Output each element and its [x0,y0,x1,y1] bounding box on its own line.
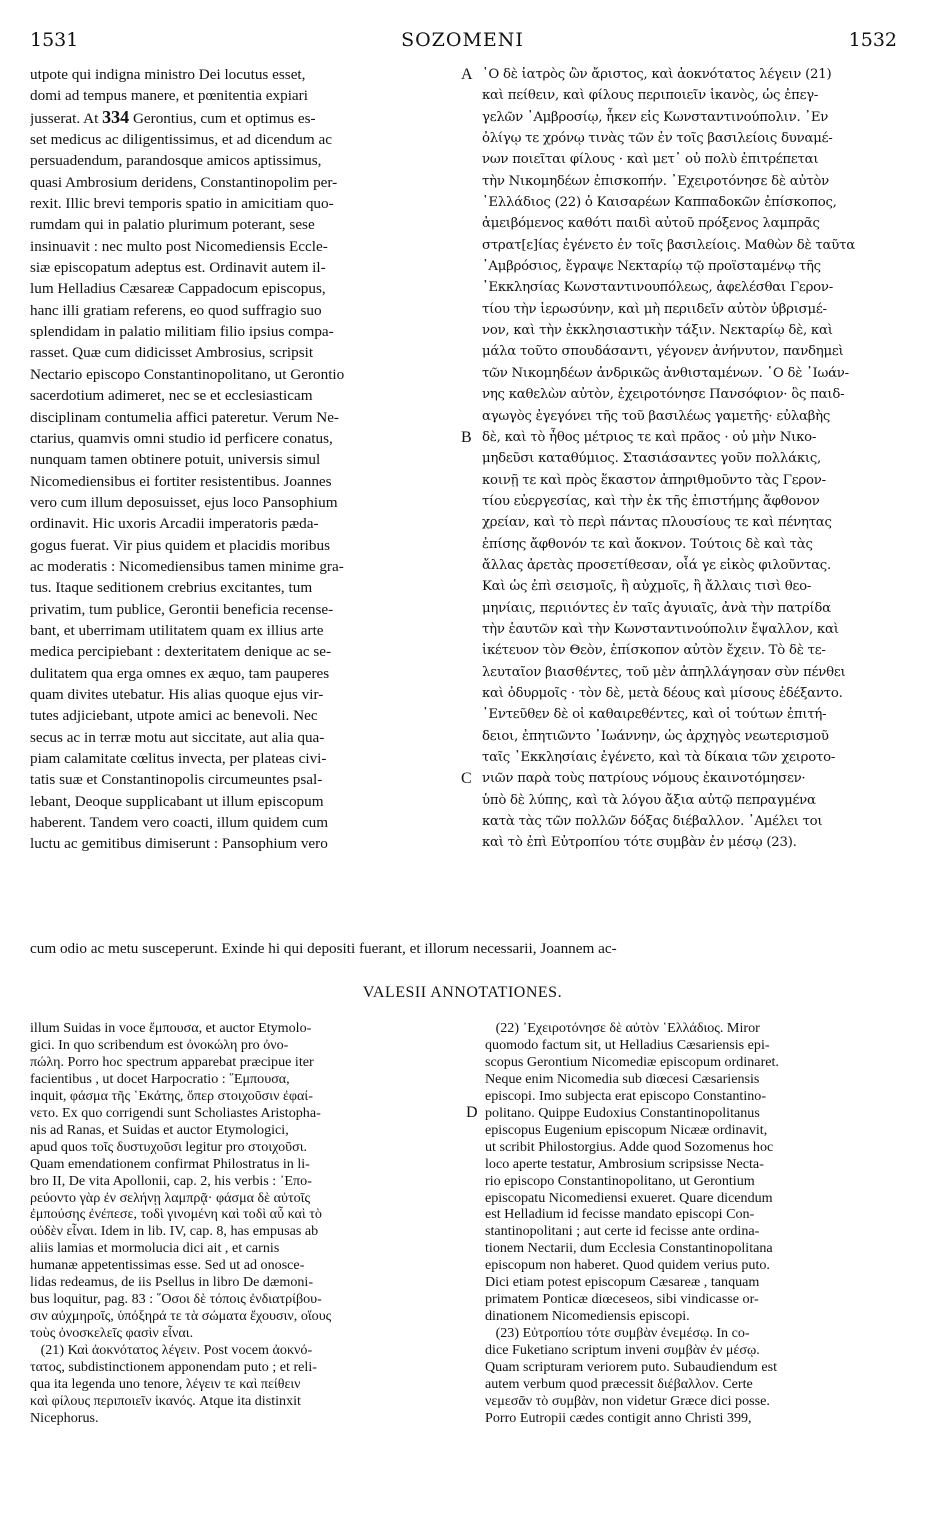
annotation-line: dinationem Nicomediensis episcopi. [485,1308,690,1325]
greek-text-line: ταῖς ᾿Εκκλησίαις ἐγένετο, καὶ τὰ δίκαια τῶν χειροτο- [482,750,836,765]
latin-text-line: medica percipiebant : dexteritatem denique ac se- [30,643,332,661]
annotation-line: episcopum non haberet. Quod quidem verius puto. [485,1257,770,1274]
greek-text-line: ᾿Εκκλησίας Κωνσταντινουπόλεως, ἀφελέσθαι Γερον- [482,280,833,296]
annotation-line: facientibus , ut docet Harpocratio : ῞Εμπουσα, [30,1070,290,1087]
greek-text-line: μηνίαις, περιιόντες ἐν ταῖς ἀγυιαῖς, ἀνὰ τὴν πατρίδα [482,600,831,616]
full-width-text-line: cum odio ac metu susceperunt. Exinde hi qui depositi fuerant, et illorum necessarii, Joannem ac- [30,940,617,957]
greek-text-line: ἄλλας ἀρετὰς προσετίθεσαν, οἷά γε εἰκὸς φιλοῦντας. [482,557,831,573]
latin-text-line: secus ac in terræ motu aut siccitate, aut alia qua- [30,728,325,746]
annotation-line: inquit, φάσμα τῆς ῾Εκάτης, ὅπερ στοιχοῦσιν ἐφαί- [30,1087,313,1104]
latin-text-line: rasset. Quæ cum didicisset Ambrosius, scripsit [30,344,314,362]
annotation-line: primatem Ponticæ diœceseos, sibi vindicasse or- [485,1291,759,1308]
annotation-line: Porro Eutropii cædes contigit anno Christi 399, [485,1409,752,1426]
annotation-line: νετο. Ex quo corrigendi sunt Scholiastes Aristopha- [30,1104,321,1121]
annotation-line: est Helladium id fecisse mandato episcopi Con- [485,1206,755,1223]
annotation-line: rio episcopo Constantinopolitano, ut Gerontium [485,1172,755,1189]
annotation-line: καὶ φίλους περιποιεῖν ἱκανός. Atque ita distinxit [30,1392,301,1409]
annotation-line: tionem Nectarii, dum Ecclesia Constantinopolitana [485,1240,773,1257]
annotation-line: humanæ appetentissimas esse. Sed ut ad onosce- [30,1257,305,1274]
annotation-line: (23) Εὐτροπίου τότε συμβὰν ἐνεμέσῳ. In co- [485,1325,750,1342]
annotation-line: bro II, De vita Apollonii, cap. 2, his verbis : ᾿Επο- [30,1172,312,1189]
latin-text-line: Gerontius, cum et optimus es- [129,109,316,127]
annotation-line: episcopatu Nicomediensi exueret. Quare dicendum [485,1189,773,1206]
latin-text-line: persuadendum, parandosque amicos aptissimus, [30,152,322,170]
greek-text-line: καὶ πείθειν, καὶ φίλους περιποιεῖν ἱκανὸς, ὡς ἐπεγ- [482,88,819,104]
latin-text-line: piam calamitate cœlitus invecta, per plateas civi- [30,750,327,767]
latin-text-line: siæ episcopatum adeptus est. Ordinavit autem il- [30,259,326,277]
annotation-line: σιν αὐχμηροῖς, ὑπόξηρά τε τὰ σώματα ἔχουσιν, οἵους [30,1308,332,1325]
latin-text-line: ac moderatis : Nicomediensibus tamen minime gra- [30,557,344,575]
greek-text-line: ὑπὸ δὲ λύπης, καὶ τὰ λόγου ἄξια αὐτῷ πεπραγμένα [482,792,816,808]
greek-text-column [482,64,902,939]
latin-text-line: quam divites utebatur. His alias quoque ejus vir- [30,685,324,703]
margin-letter-b: B [461,429,472,446]
annotation-line: πώλη. Porro hoc spectrum apparebat præcipue iter [30,1053,314,1070]
annotation-line: ut scribit Philostorgius. Adde quod Sozomenus hoc [485,1138,774,1155]
latin-text-line: vero cum illum deposuisset, ejus loco Pansophium [30,493,338,511]
greek-text-line: μηδεῦσι καταθύμιος. Στασιάσαντες γοῦν πολλάκις, [482,451,822,467]
latin-text-line: luctu ac gemitibus dimiserunt : Pansophium vero [30,835,328,853]
annotation-line: bus loquitur, pag. 83 : ῞Οσοι δὲ τόποις ἐνδιατρίβου- [30,1291,322,1308]
annotation-line: (22) ᾿Εχειροτόνησε δὲ αὐτὸν ῾Ελλάδιος. Miror [485,1020,760,1036]
latin-text-line: rumdam qui in palatio plurimum poterant, sese [30,216,315,234]
latin-text-line: disciplinam contumelia affici pateretur. Verum Ne- [30,408,339,426]
annotation-line: politano. Quippe Eudoxius Constantinopolitanus [485,1104,760,1121]
annotation-line: dice Fuketiano scriptum inveni συμβὰν ἐν μέσῳ. [485,1342,760,1359]
latin-text-line: bant, et uberrimam utilitatem quam ex illius arte [30,621,324,639]
inline-page-reference: 334 [102,106,130,127]
annotation-line: (21) Καὶ ἀοκνότατος λέγειν. Post vocem ἀοκνό- [30,1342,313,1359]
annotation-line: illum Suidas in voce ἔμπουσα, et auctor Etymolo- [30,1020,312,1036]
annotations-right-column [485,1020,905,1500]
latin-text-line: gogus fuerat. Vir pius quidem et placidis moribus [30,536,330,554]
greek-text-line: ὀλίγῳ τε χρόνῳ τινὰς τῶν ἐν τοῖς βασιλείοις δυναμέ- [482,131,833,147]
annotation-line: lidas redeamus, de iis Psellus in libro De dæmoni- [30,1274,314,1291]
annotation-line: gici. In quo scribendum est ὀνοκώλη pro ὀνο- [30,1036,289,1053]
annotation-line: Quam emendationem confirmat Philostratus in li- [30,1155,310,1172]
greek-text-line: στρατ[ε]ίας ἐγένετο ἐν τοῖς βασιλείοις. Μαθὼν δὲ ταῦτα [482,237,855,253]
latin-text-line: jusserat. At [30,109,103,127]
latin-text-line: privatim, tum publice, Gerontii beneficia recense- [30,600,334,618]
margin-letter-a: A [461,66,473,83]
annotation-line: Nicephorus. [30,1409,99,1426]
greek-text-line: τὴν ἑαυτῶν καὶ τὴν Κωνσταντινούπολιν ἔψαλλον, καὶ [482,621,839,637]
greek-text-line: τῶν Νικομηδέων ἀνδρικῶς ἀνθισταμένων. ῾Ο δὲ ᾿Ιωάν- [482,365,849,381]
annotation-line: aliis lamias et mormolucia dici ait , et carnis [30,1240,280,1257]
latin-text-line: insinuavit : nec multo post Nicomediensis Eccle- [30,237,328,255]
annotations-left-column [30,1020,455,1500]
greek-text-line: νιῶν παρὰ τοὺς πατρίους νόμους ἐκαινοτόμησεν· [482,771,806,787]
annotation-line: Neque enim Nicomedia sub diœcesi Cæsariensis [485,1070,760,1087]
latin-text-line: Nicomediensibus ei fortiter resistentibus. Joannes [30,472,332,490]
annotation-line: ρεύοντο γὰρ ἐν σελήνῃ λαμπρᾷ· φάσμα δὲ αὐτοῖς [30,1189,311,1206]
annotation-line: νεμεσᾶν τὸ συμβὰν, non videtur Græce dici posse. [485,1392,770,1409]
greek-text-line: ἀμειβόμενος καθότι παιδὶ αὐτοῦ πρόξενος λαμπρᾶς [482,216,820,232]
greek-text-line: τίου εὐεργεσίας, καὶ τὴν ἐκ τῆς ἐπιστήμης ἄφθονον [482,493,820,509]
annotation-line: autem verbum quod præcessit διέβαλλον. Certe [485,1376,753,1393]
latin-text-line: tutes adjiciebant, utpote amici ac benevoli. Nec [30,707,318,725]
greek-text-line: ᾿Αμβρόσιος, ἔγραψε Νεκταρίῳ τῷ προϊσταμένῳ τῆς [482,259,821,275]
latin-translation-column [30,64,460,999]
greek-text-line: ᾿Εντεῦθεν δὲ οἱ καθαιρεθέντες, καὶ οἱ τούτων ἐπιτή- [482,707,827,723]
annotation-line: loco aperte testatur, Ambrosium scripsisse Necta- [485,1155,764,1172]
latin-text-line: haberent. Tandem vero coacti, illum quidem cum [30,814,329,832]
greek-text-line: αγωγὸς ἐγεγόνει τῆς τοῦ βασιλέως γαμετῆς· εὐλαβὴς [482,408,831,424]
annotation-line: episcopus Eugenium episcopum Nicææ ordinavit, [485,1121,768,1138]
running-header [0,28,925,52]
annotation-line: οὐδὲν εἶναι. Idem in lib. IV, cap. 8, has empusas ab [30,1223,319,1240]
annotation-line: apud quos τοῖς δυστυχοῦσι legitur pro στοιχοῦσι. [30,1138,308,1155]
latin-text-line: Nectario episcopo Constantinopolitano, ut Gerontio [30,365,345,383]
latin-text-line: ctarius, quamvis omni studio id perficere conatus, [30,429,333,447]
latin-text-line: tus. Itaque seditionem crebrius excitantes, tum [30,579,313,597]
greek-text-line: κοινῇ τε καὶ πρὸς ἕκαστον ἀπηριθμοῦντο τὰς Γερον- [482,472,826,488]
margin-letter-c: C [461,770,472,787]
greek-text-line: τὴν Νικομηδέων ἐπισκοπήν. ᾿Εχειροτόνησε δὲ αὐτὸν [482,173,829,189]
greek-text-line: ῾Ο δὲ ἰατρὸς ὢν ἄριστος, καὶ ἀοκνότατος λέγειν (21) [482,67,832,82]
greek-text-line: χρείαν, καὶ τὸ περὶ πάντας πλουσίους τε καὶ πένητας [482,515,832,531]
greek-text-line: γελῶν ᾿Αμβροσίῳ, ἧκεν εἰς Κωνσταντινούπολιν. ᾿Εν [482,109,829,125]
latin-text-line: sacerdotium adimeret, nec se et ecclesiasticam [30,387,313,405]
latin-text-line: splendidam in palatio militiam filio ipsius compa- [30,323,334,341]
running-title: SOZOMENI [401,29,524,51]
annotation-line: nis ad Ranas, et Suidas et auctor Etymologici, [30,1121,289,1138]
greek-text-line: λευταῖον βιασθέντες, τοῦ μὲν ἀπηλλάγησαν σὺν πένθει [482,664,846,680]
annotation-line: ἐμπούσης ἐνέπεσε, τοδὶ γινομένη καὶ τοδὶ αὖ καὶ τὸ [30,1206,322,1223]
greek-text-line: νον, καὶ τὴν ἐκκλησιαστικὴν τάξιν. Νεκταρίῳ δὲ, καὶ [482,323,833,339]
latin-text-body [30,131,344,852]
annotations-title: VALESII ANNOTATIONES. [362,984,563,1001]
greek-text-line: δὲ, καὶ τὸ ἦθος μέτριος τε καὶ πρᾶος · οὐ μὴν Νικο- [482,429,817,445]
latin-text-line: set medicus ac diligentissimus, et ad dicendum ac [30,131,332,149]
latin-text-line: quasi Ambrosium deridens, Constantinopolim per- [30,173,338,191]
annotation-line: quomodo factum sit, ut Helladius Cæsariensis epi- [485,1036,770,1053]
greek-text-line: Καὶ ὡς ἐπὶ σεισμοῖς, ἢ αὐχμοῖς, ἢ ἄλλαις τισὶ θεο- [482,579,812,595]
greek-text-line: κατὰ τὰς τῶν πολλῶν δόξας διέβαλλον. ᾿Αμέλει τοι [482,814,823,830]
right-page-number: 1532 [848,29,897,51]
latin-text-line: nunquam tamen obtinere potuit, universis simul [30,451,321,469]
greek-text-line: τίου τὴν ἱερωσύνην, καὶ μὴ περιιδεῖν αὐτὸν ὑβρισμέ- [482,301,827,317]
greek-text-line: ἱκέτευον τὸν Θεὸν, ἐπίσκοπον αὐτὸν ἔχειν. Τὸ δὲ τε- [482,643,826,659]
latin-text-line: utpote qui indigna ministro Dei locutus esset, [30,66,306,83]
greek-text-line: ἐπίσης ἄφθονόν τε καὶ ἄοκνον. Τούτοις δὲ καὶ τὰς [482,536,813,552]
annotation-line: τοὺς ὀνοσκελεῖς φασὶν εἶναι. [30,1325,194,1342]
latin-text-line: dulitatem qua erga omnes ex æquo, tam pauperes [30,664,330,682]
latin-text-line: ordinavit. Hic uxoris Arcadii imperatoris pæda- [30,515,319,533]
annotation-line: scopus Gerontium Nicomediæ episcopum ordinaret. [485,1053,779,1070]
greek-text-line: καὶ τὸ ἐπὶ Εὐτροπίου τότε συμβὰν ἐν μέσῳ (23). [482,835,797,851]
annotation-line: stantinopolitani ; aut certe id fecisse ante ordina- [485,1223,760,1240]
latin-text-line: lebant, Deoque supplicabant ut illum episcopum [30,792,324,810]
latin-text-line: lum Helladius Cæsareæ Cappadocum episcopus, [30,280,326,298]
latin-text-line: domi ad tempus manere, et pœnitentia expiari [30,87,308,105]
annotation-line: Quam scripturam veriorem puto. Subaudiendum est [485,1359,777,1376]
greek-text-line: ῾Ελλάδιος (22) ὁ Καισαρέων Καππαδοκῶν ἐπίσκοπος, [482,195,837,211]
latin-text-line: hanc illi gratiam referens, eo quod suffragio suo [30,301,322,319]
greek-text-line: μάλα τοῦτο σπουδάσαντι, γέγονεν ἀνήνυτον, πανδημεὶ [482,344,844,360]
annotation-line: episcopi. Imo subjecta erat episcopo Constantino- [485,1087,767,1104]
annotation-line: qua ita legenda uno tenore, λέγειν τε καὶ πείθειν [30,1376,301,1393]
greek-text-line: νης καθελὼν αὐτὸν, ἐχειροτόνησε Πανσόφιον· ὃς παιδ- [482,387,845,403]
annotation-line: τατος, subdistinctionem apponendam puto ; et reli- [30,1359,317,1376]
left-page-number: 1531 [30,29,79,51]
greek-text-line: καὶ ὀδυρμοῖς · τὸν δὲ, μετὰ δέους καὶ μίσους ἐδέξαντο. [482,685,843,701]
annotation-line: Dici etiam potest episcopum Cæsareæ , tanquam [485,1274,760,1291]
greek-text-line: νων ποιεῖται φίλους · καὶ μετ᾿ οὐ πολὺ ἐπιτρέπεται [482,152,819,168]
margin-letter-d: D [466,1104,478,1121]
latin-text-line: tatis suæ et Constantinopolis circumeuntes psal- [30,771,323,789]
latin-text-line: rexit. Illic brevi temporis spatio in amicitiam quo- [30,195,334,213]
greek-text-line: δειοι, ἐπητιῶντο ᾿Ιωάννην, ὡς ἀρχηγὸς νεωτερισμοῦ [482,728,829,744]
